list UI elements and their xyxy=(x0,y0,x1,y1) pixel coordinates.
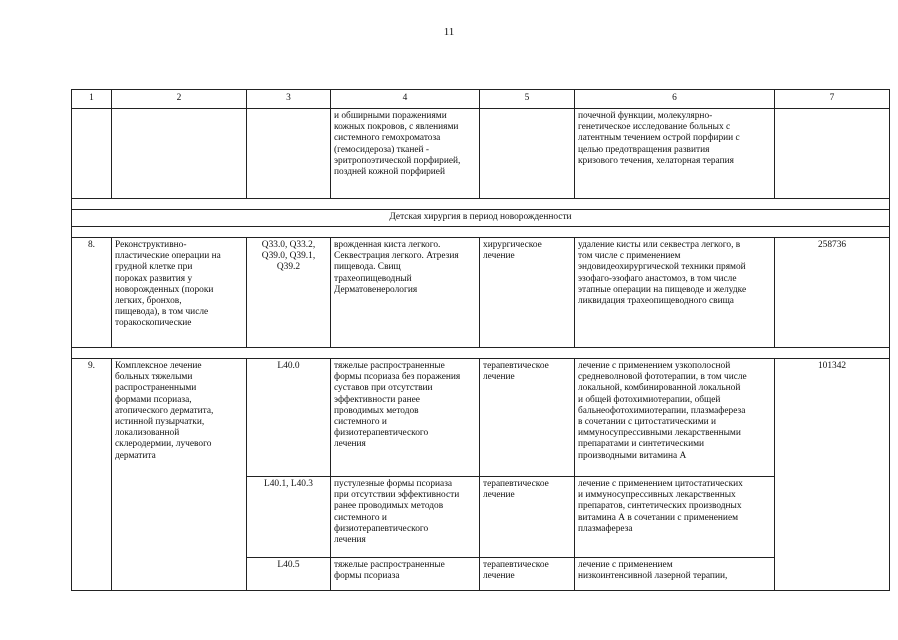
spacer-cell xyxy=(72,348,890,359)
treatment-type-cell: терапевтическое лечение xyxy=(480,359,575,477)
section-heading-row xyxy=(72,210,890,227)
patient-model-cell: тяжелые распространенные формы псориаза xyxy=(331,558,480,591)
cost-cell: 101342 xyxy=(775,359,890,591)
page-number: 11 xyxy=(443,26,455,38)
cell-empty xyxy=(112,109,247,199)
continuation-row xyxy=(72,109,890,199)
spacer-cell xyxy=(72,199,890,210)
column-number: 1 xyxy=(72,90,112,109)
icd-codes-cell: L40.0 xyxy=(247,359,331,477)
column-number: 3 xyxy=(247,90,331,109)
icd-codes-cell: L40.5 xyxy=(247,558,331,591)
column-number: 4 xyxy=(331,90,480,109)
spacer-cell xyxy=(72,227,890,238)
cost-cell: 258736 xyxy=(775,238,890,348)
table-row xyxy=(72,359,890,477)
patient-model-cell: врожденная киста легкого. Секвестрация легкого. Атрезия пищевода. Свищ трахеопищеводный Дерматовенерология xyxy=(331,238,480,348)
service-name-cell: Реконструктивно- пластические операции на грудной клетке при пороках развития у новорожденных (пороки легких, бронхов, пищевода), в том числе торакоскопические xyxy=(112,238,247,348)
column-number: 2 xyxy=(112,90,247,109)
treatment-method-cell: лечение с применением узкополосной средневолновой фототерапии, в том числе локальной, комбинированной локальной и общей фотохимиотерапии, общей бальнеофотохимиотерапии, плазмафереза в сочетании с цитостатическими и иммуносупрессивными лекарственными препаратами и синтетическими производными витамина А xyxy=(575,359,775,477)
column-number: 6 xyxy=(575,90,775,109)
patient-model-cell: тяжелые распространенные формы псориаза без поражения суставов при отсутствии эффективности ранее проводимых методов системного и физиотерапевтического лечения xyxy=(331,359,480,477)
spacer-row xyxy=(72,227,890,238)
treatment-method-cell: удаление кисты или секвестра легкого, в том числе с применением эндовидеохирургической техники прямой эзофаго-эзофаго анастомоз, в том числе этапные операции на пищеводе и желудке ликвидация трахеопищеводного свища xyxy=(575,238,775,348)
treatment-type-cell: терапевтическое лечение xyxy=(480,477,575,558)
cell-empty xyxy=(72,109,112,199)
column-number-row xyxy=(72,90,890,109)
cell-empty xyxy=(480,109,575,199)
service-name-cell: Комплексное лечение больных тяжелыми распространенными формами псориаза, атопического дерматита, истинной пузырчатки, локализованной склеродермии, лучевого дерматита xyxy=(112,359,247,591)
spacer-row xyxy=(72,348,890,359)
cell-empty xyxy=(775,109,890,199)
treatment-method-cell: лечение с применением цитостатических и иммуносупрессивных лекарственных препаратов, синтетических производных витамина А в сочетании с применением плазмафереза xyxy=(575,477,775,558)
icd-codes-cell: Q33.0, Q33.2, Q39.0, Q39.1, Q39.2 xyxy=(247,238,331,348)
column-number: 7 xyxy=(775,90,890,109)
services-table xyxy=(71,89,890,591)
row-number: 8. xyxy=(72,238,112,348)
treatment-type-cell: хирургическое лечение xyxy=(480,238,575,348)
section-title: Детская хирургия в период новорожденности xyxy=(72,210,890,227)
cell-empty xyxy=(247,109,331,199)
continuation-model-cell: и обширными поражениями кожных покровов, с явлениями системного гемохроматоза (гемосидероза) тканей - эритропоэтической порфирией, поздней кожной порфирией xyxy=(331,109,480,199)
table-row xyxy=(72,238,890,348)
treatment-type-cell: терапевтическое лечение xyxy=(480,558,575,591)
column-number: 5 xyxy=(480,90,575,109)
patient-model-cell: пустулезные формы псориаза при отсутствии эффективности ранее проводимых методов системного и физиотерапевтического лечения xyxy=(331,477,480,558)
spacer-row xyxy=(72,199,890,210)
continuation-method-cell: почечной функции, молекулярно- генетическое исследование больных с латентным течением острой порфирии с целью предотвращения развития кризового течения, хелаторная терапия xyxy=(575,109,775,199)
treatment-method-cell: лечение с применением низкоинтенсивной лазерной терапии, xyxy=(575,558,775,591)
row-number: 9. xyxy=(72,359,112,591)
icd-codes-cell: L40.1, L40.3 xyxy=(247,477,331,558)
